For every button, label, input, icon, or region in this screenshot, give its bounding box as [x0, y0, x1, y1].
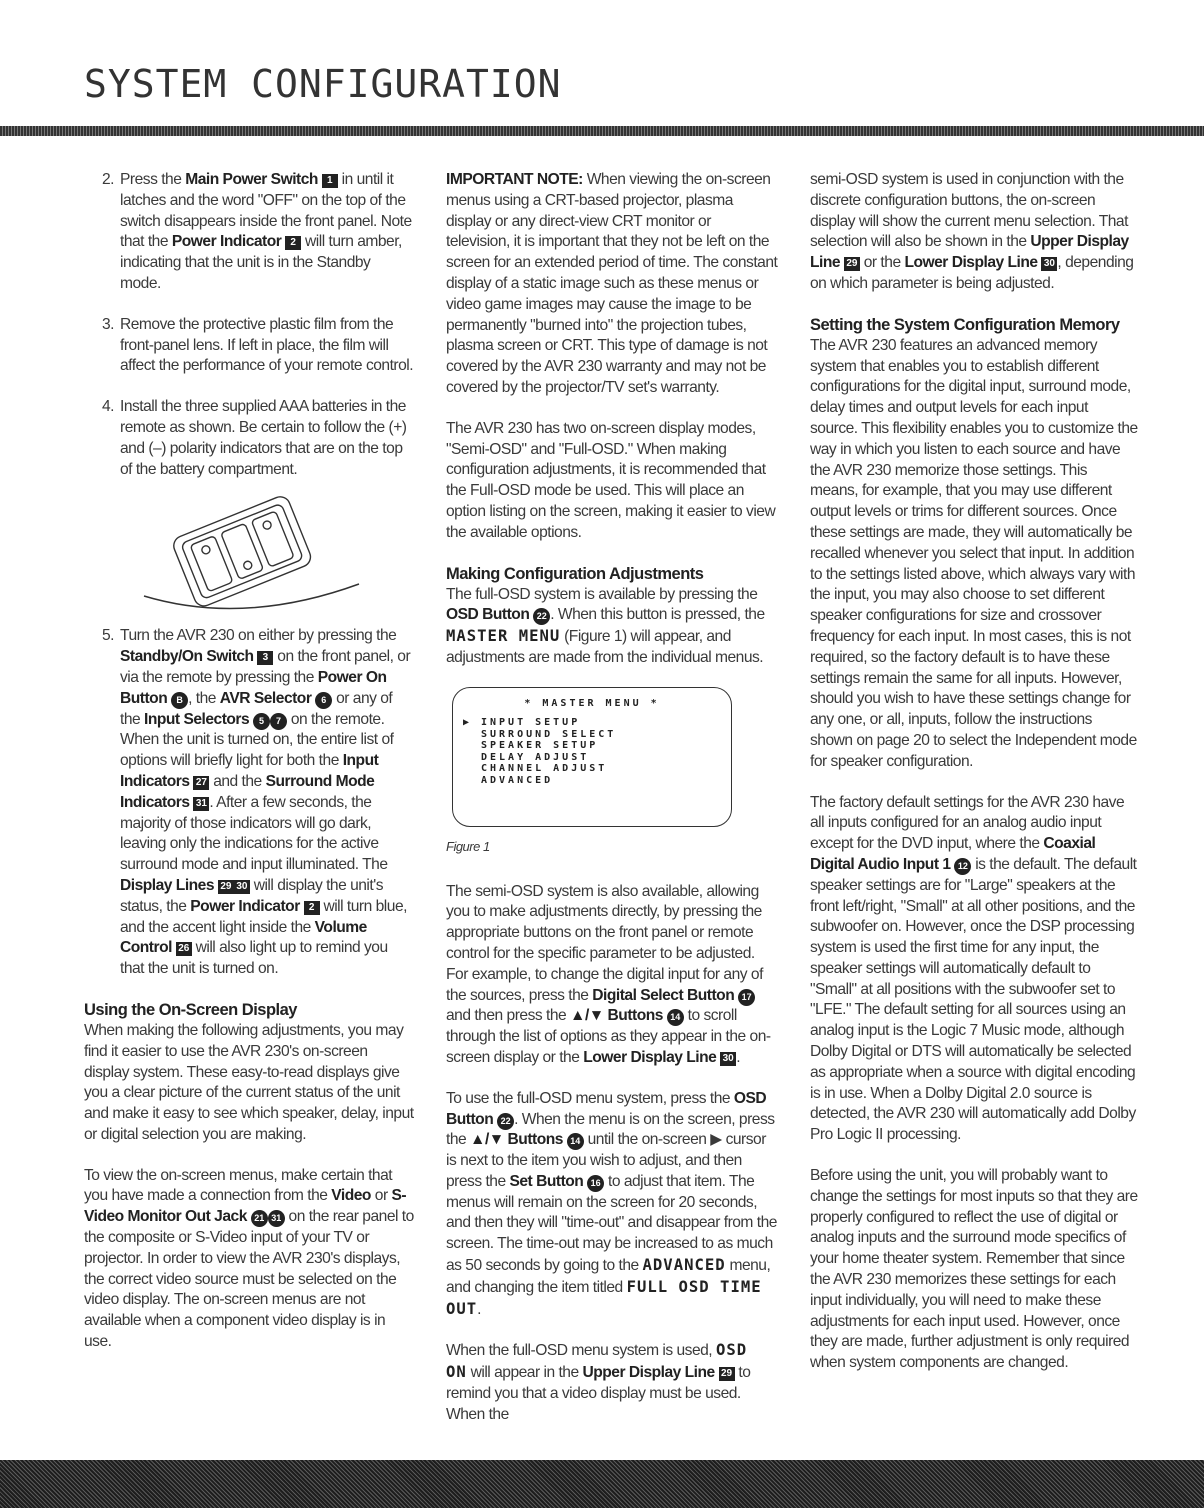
- paragraph: The AVR 230 features an advanced memory system that enables you to establish different configurations for the digital input, surround mode, delay times and output levels for each input source. This flexibility enables you to customize the way in which you listen to each source and have the AVR 230 memorize those settings. This means, for example, that you may use different output levels or trims for different sources. Once these settings are made, they will automatically be recalled whenever you select that input. In addition to the settings listed above, which always vary with the input, you may also choose to set different speaker configurations for size and crossover frequency for each input. In most cases, this is not required, so the factory default is to have these settings remain the same for all inputs. However, should you wish to have these settings change for any one, or all, inputs, follow the instructions shown on page 20 to select the Independent mode for speaker configuration.: [810, 336, 1138, 770]
- figure-caption: Figure 1: [446, 838, 490, 854]
- paragraph: Before using the unit, you will probably want to change the settings for most inputs so that they are properly configured to reflect the use of digital or analog inputs and the surround mode specifics of your home theater system. Remember that since the AVR 230 memorizes these settings for each input individually, you will need to make these adjustments for each input used. However, once they are made, further adjustment is only required when system components are changed.: [810, 1167, 1138, 1372]
- paragraph: To view the on-screen menus, make certain that you have made a connection from the Video or S-Video Monitor Out Jack 21 31 on the rear panel to the composite or S-Video input of your TV or projector. In order to view the AVR 230's displays, the correct video source must be selected on the video display. The on-screen menus are not available when a component video display is in use.: [84, 1166, 414, 1351]
- step-5-text: Turn the AVR 230 on either by pressing the Standby/On Switch 3 on the front panel, or via the remote by pressing the Power On Button B , the AVR Selector 6 or any of the Input Selectors 5 7 on the remote. When the unit is turned on, the entire list of options will briefly light for both the Input Indicators 27 and the Surround Mode Indicators 31 . After a few seconds, the majority of those indicators will go dark, leaving only the indications for the active surround mode and input illuminated. The Display Lines 29 30 will display the unit's status, the Power Indicator 2 will turn blue, and the accent light inside the Volume Control 26 will also light up to remind you that the unit is turned on.: [120, 627, 411, 978]
- column-middle: [446, 170, 778, 1446]
- osd-menu-item: DELAY ADJUST: [481, 751, 590, 763]
- ref-badge: 1: [322, 174, 338, 188]
- paragraph: The semi-OSD system is also available, allowing you to make adjustments directly, by pressing the appropriate buttons on the front panel or remote control for the specific parameter to be adjusted. For example, to change the digital input for any of the sources, press the Digital Select Button 17 and then press the ▲/▼ Buttons 14 to scroll through the list of options as they appear in the on-screen display or the Lower Display Line 30 .: [446, 882, 771, 1066]
- osd-menu-item: ADVANCED: [481, 774, 554, 786]
- paragraph: The factory default settings for the AVR 230 have all inputs configured for an analog audio input except for the DVD input, where the Coaxial Digital Audio Input 1 12 is the default. The default speaker settings are for "Large" speakers at the front left/right, "Small" at all other positions, and the subwoofer on. However, once the DSP processing system is used the first time for any input, the speaker settings will automatically default to "Small" at all positions with the subwoofer set to "LFE." The default setting for all sources using an analog input is the Logic 7 Music mode, although Dolby Digital or DTS will automatically be selected as appropriate when a source with digital encoding is in use. When a Dolby Digital 2.0 source is detected, the AVR 230 will automatically add Dolby Pro Logic II processing.: [810, 793, 1137, 1144]
- step-4: 4. Install the three supplied AAA batteries in the remote as shown. Be certain to follow the (+) and (–) polarity indicators that are on the top of the battery compartment.: [101, 398, 407, 478]
- cursor-icon: ▶: [463, 717, 473, 729]
- column-right: [810, 170, 1138, 1394]
- section-heading-osd: Using the On-Screen Display: [84, 1000, 297, 1019]
- master-menu-figure: * MASTER MENU * ▶ INPUT SETUP SURROUND SELECT SPEAKER SETUP DELAY ADJUST CHANNEL ADJUST ADVANCED: [452, 687, 732, 827]
- step-3: 3. Remove the protective plastic film from the front-panel lens. If left in place, the film will affect the performance of your remote control.: [101, 315, 414, 375]
- header-rule: [0, 126, 1204, 136]
- ref-badge: 2: [285, 236, 301, 250]
- paragraph: When the full-OSD menu system is used, OSD ON will appear in the Upper Display Line 29 to remind you that a video display must be used. When the: [446, 1341, 751, 1423]
- paragraph: When making the following adjustments, you may find it easier to use the AVR 230's on-screen display system. These easy-to-read displays give you a clear picture of the current status of the unit and make it easy to see which speaker, delay, input or digital selection you are making.: [84, 1021, 414, 1143]
- column-left: [84, 170, 414, 1373]
- section-heading-config: Making Configuration Adjustments: [446, 564, 704, 583]
- important-note: IMPORTANT NOTE: When viewing the on-screen menus using a CRT-based projector, plasma display or any direct-view CRT monitor or television, it is important that they not be left on the screen for an extended period of time. The constant display of a static image such as these menus or video game images may cause the image to be permanently "burned into" the projection tubes, plasma screen or CRT. This type of damage is not covered by the AVR 230 warranty and may not be covered by the projector/TV set's warranty.: [446, 171, 778, 396]
- step-5: 5. Turn the AVR 230 on either by pressing the Standby/On Switch 3 on the front panel, or via the remote by pressing the Power On Button B , the AVR Selector 6 or any of the Input Selectors 5 7 on the remote. When the unit is turned on, the entire list of options will briefly light for both the Input Indicators 27 and the Surround Mode Indicators 31 . After a few seconds, the majority of those indicators will go dark, leaving only the indications for the active surround mode and input illuminated. The Display Lines 29 30 will display the unit's status, the Power Indicator 2 will turn blue, and the accent light inside the Volume Control 26 will also light up to remind you that the unit is turned on.: [84, 626, 414, 1000]
- paragraph: semi-OSD system is used in conjunction with the discrete configuration buttons, the on-screen display will show the current menu selection. That selection will also be shown in the Upper Display Line 29 or the Lower Display Line 30 , depending on which parameter is being adjusted.: [810, 171, 1134, 292]
- section-heading-memory: Setting the System Configuration Memory: [810, 315, 1120, 334]
- remote-battery-illustration: [124, 496, 364, 612]
- footer-bar: [0, 1460, 1204, 1508]
- osd-menu-item: ▶ INPUT SETUP: [463, 717, 581, 729]
- page-title: SYSTEM CONFIGURATION: [84, 62, 562, 106]
- paragraph: The AVR 230 has two on-screen display modes, "Semi-OSD" and "Full-OSD." When making configuration adjustments, it is recommended that the Full-OSD mode be used. This will place an option listing on the screen, making it easier to view the available options.: [446, 419, 776, 541]
- step-2-text: Press the Main Power Switch 1 in until it latches and the word "OFF" on the top of the switch disappears inside the front panel. Note that the Power Indicator 2 will turn amber, indicating that the unit is in the Standby mode.: [120, 171, 412, 292]
- osd-menu-item: SURROUND SELECT: [481, 728, 617, 740]
- step-2: 2. Press the Main Power Switch 1 in until it latches and the word "OFF" on the top of the switch disappears inside the front panel. Note that the Power Indicator 2 will turn amber, indicating that the unit is in the Standby mode.: [84, 170, 414, 315]
- osd-menu-item: SPEAKER SETUP: [481, 740, 599, 752]
- paragraph: The full-OSD system is available by pressing the OSD Button 22 . When this button is pressed, the MASTER MENU (Figure 1) will appear, and adjustments are made from the individual menus.: [446, 585, 765, 666]
- osd-menu-item: CHANNEL ADJUST: [481, 763, 608, 775]
- paragraph: To use the full-OSD menu system, press the OSD Button 22 . When the menu is on the screen, press the ▲/▼ Buttons 14 until the on-screen ▶ cursor is next to the item you wish to adjust, and then press the Set Button 16 to adjust that item. The menus will remain on the screen for 20 seconds, and then they will "time-out" and disappear from the screen. The time-out may be increased to as much as 50 seconds by going to the ADVANCED menu, and changing the item titled FULL OSD TIME OUT.: [446, 1089, 777, 1318]
